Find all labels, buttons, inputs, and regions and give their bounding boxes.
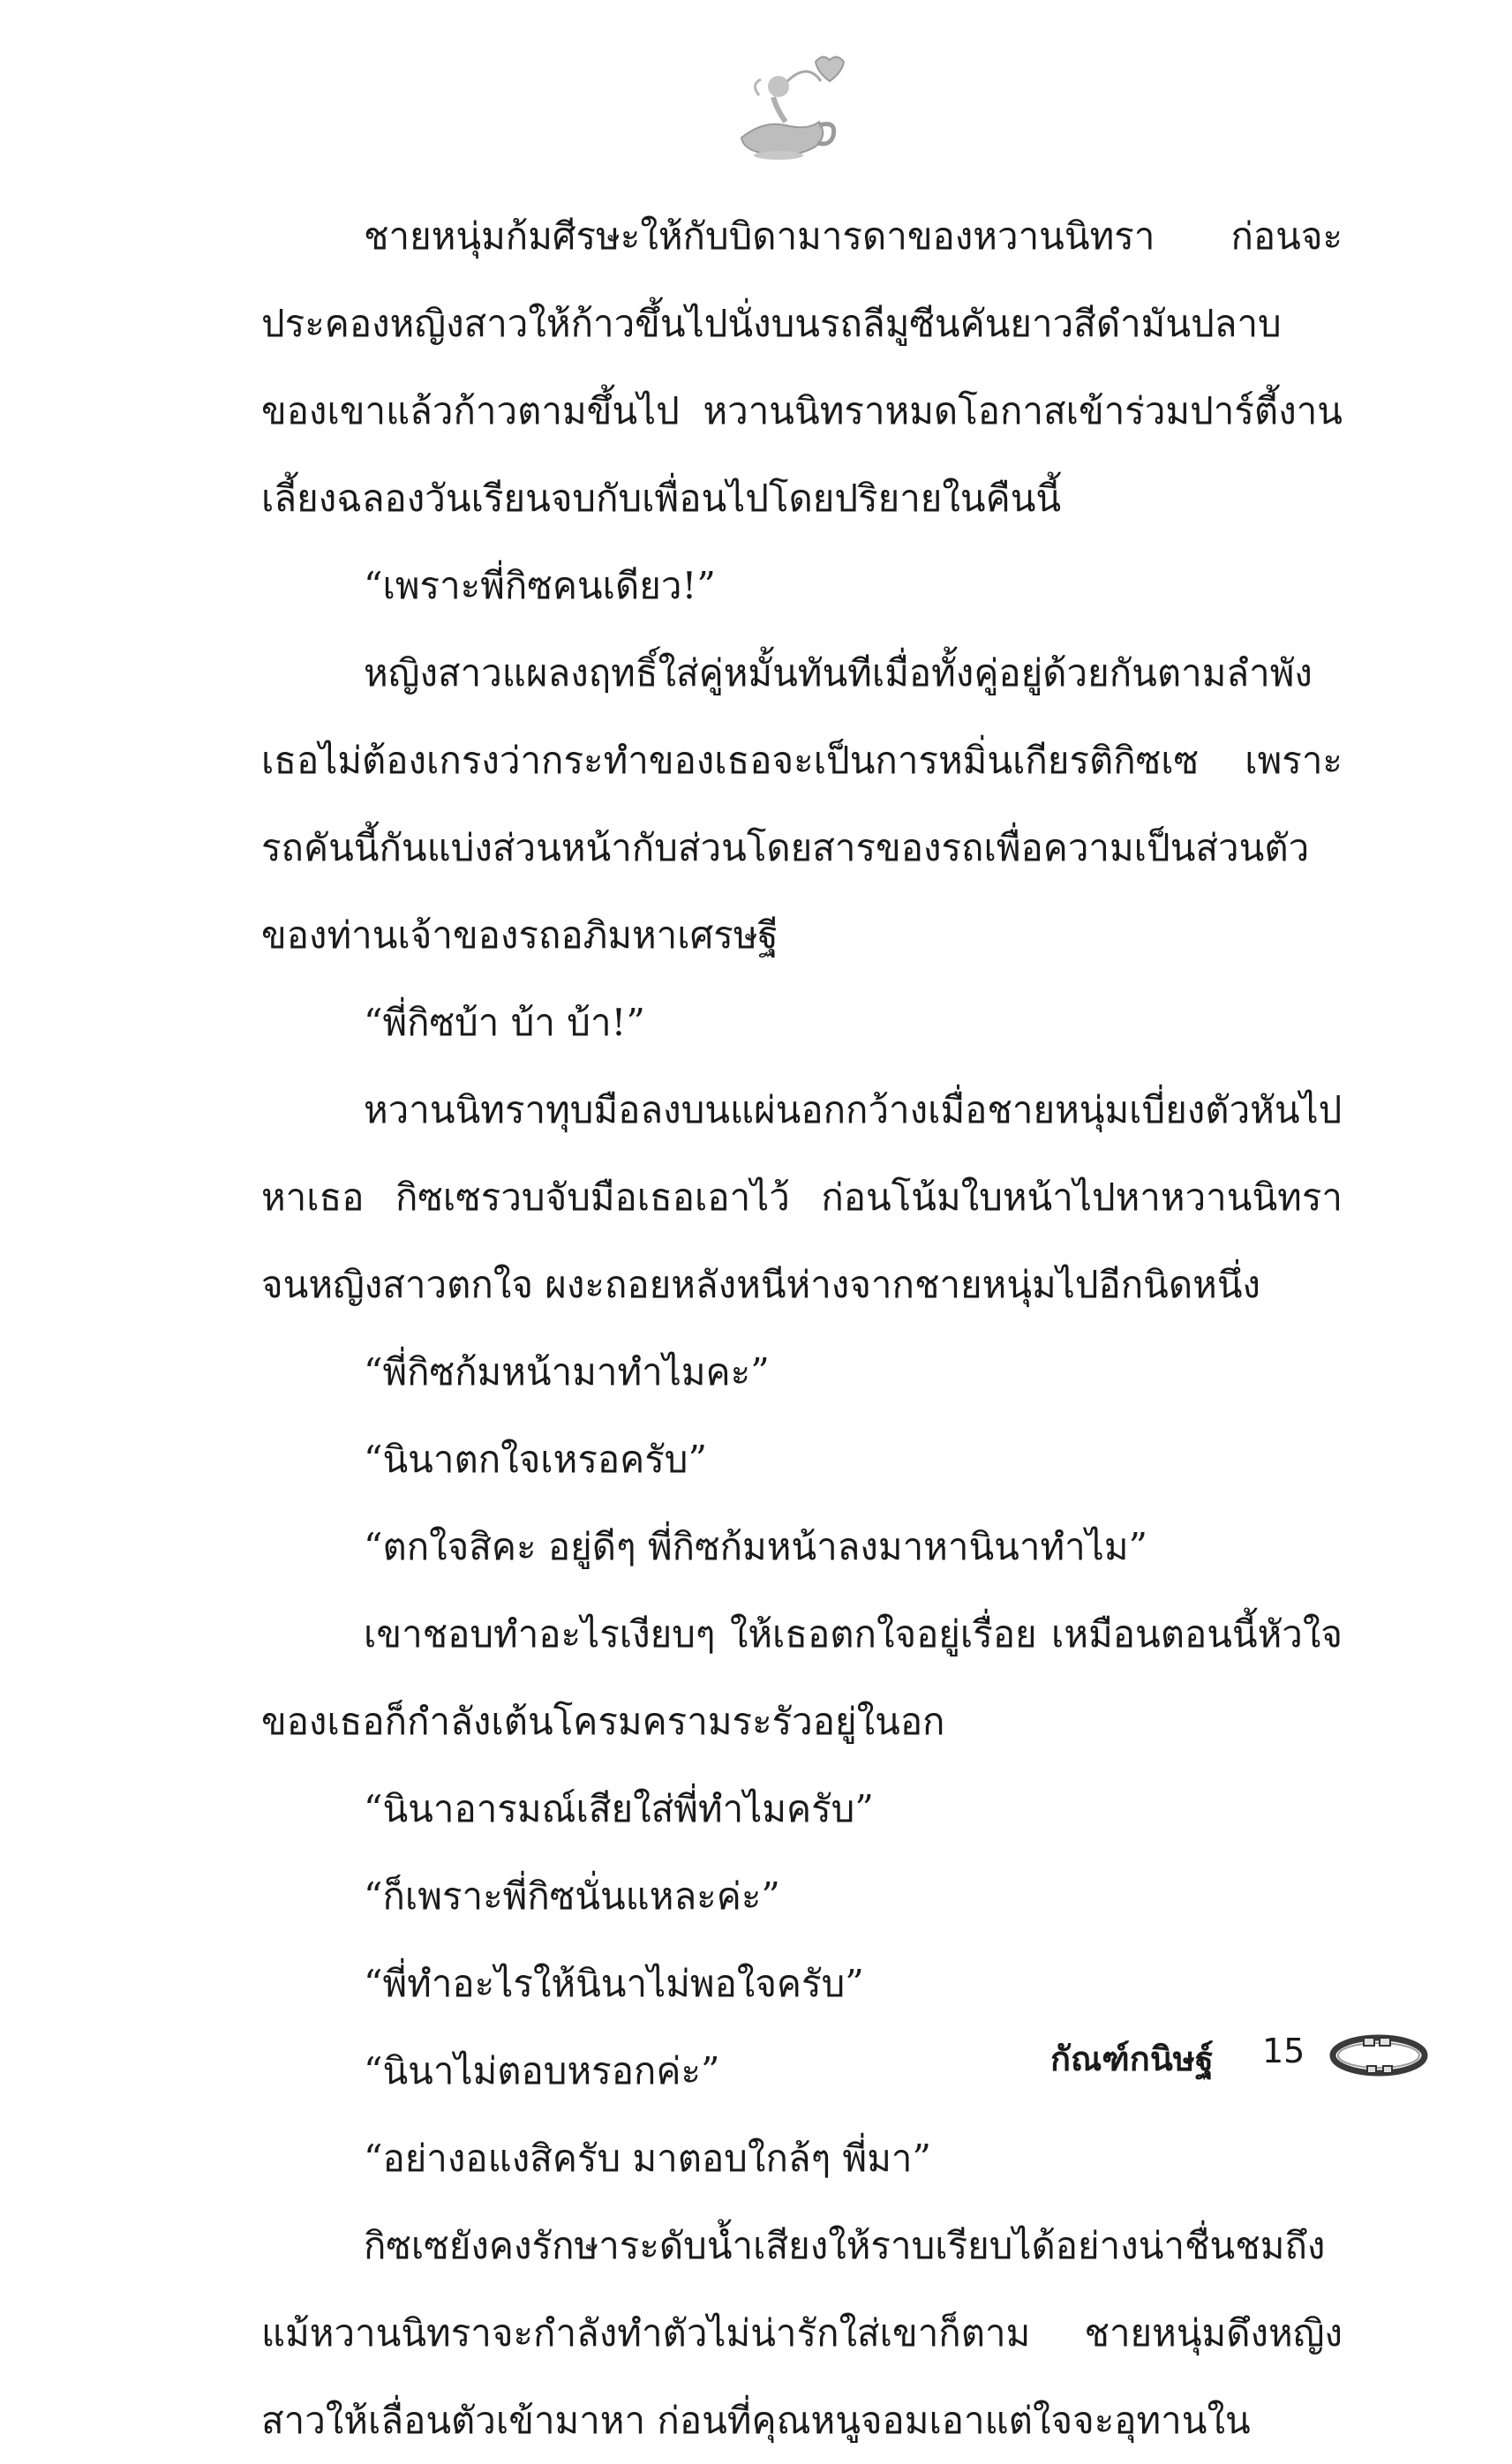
teapot-cupid-ornament-icon [724, 51, 856, 162]
bracelet-ornament-icon [1328, 2030, 1430, 2081]
dialogue-line: “อย่างอแงสิครับ มาตอบใกล้ๆ พี่มา” [364, 2137, 931, 2180]
page-number: 15 [1262, 2032, 1305, 2070]
paragraph: กิซเซยังคงรักษาระดับน้ำเสียงให้ราบเรียบได้อย่างน่าชื่นชมถึงแม้หวานนิทราจะกำลังทำตัวไม่น่ารักใส่เขาก็ตาม ชายหนุ่มดึงหญิงสาวให้เลื่อนตัวเข้ามาหา ก่อนที่คุณหนูจอมเอาแต่ใจจะอุทานใน [261, 2224, 1343, 2442]
dialogue-line: “นินาอารมณ์เสียใส่พี่ทำไมครับ” [364, 1787, 874, 1830]
dialogue-line: “ตกใจสิคะ อยู่ดีๆ พี่กิซก้มหน้าลงมาหานินาทำไม” [364, 1525, 1148, 1568]
paragraph: หวานนิทราทุบมือลงบนแผ่นอกกว้างเมื่อชายหนุ่มเบี่ยงตัวหันไปหาเธอ กิซเซรวบจับมือเธอเอาไว้ ก่อนโน้มใบหน้าไปหาหวานนิทราจนหญิงสาวตกใจ ผงะถอยหลังหนีห่างจากชายหนุ่มไปอีกนิดหนึ่ง [261, 1088, 1343, 1306]
dialogue-line: “นินาตกใจเหรอครับ” [364, 1438, 707, 1481]
dialogue-line: “พี่ทำอะไรให้นินาไม่พอใจครับ” [364, 1962, 864, 2005]
dialogue-line: “นินาไม่ตอบหรอกค่ะ” [364, 2049, 720, 2092]
dialogue-line: “พี่กิซก้มหน้ามาทำไมคะ” [364, 1350, 770, 1394]
page-footer [1050, 2030, 1430, 2083]
dialogue-line: “พี่กิซบ้า บ้า บ้า!” [364, 1001, 645, 1044]
dialogue-line: “เพราะพี่กิซคนเดียว!” [364, 564, 716, 607]
book-title: กัณฑ์กนิษฐ์ [1050, 2040, 1214, 2078]
paragraph: เขาชอบทำอะไรเงียบๆ ให้เธอตกใจอยู่เรื่อย เหมือนตอนนี้หัวใจของเธอก็กำลังเต้นโครมครามระรัวอยู่ในอก [261, 1612, 1343, 1743]
dialogue-line: “ก็เพราะพี่กิซนั่นแหละค่ะ” [364, 1874, 780, 1918]
body-text [261, 192, 1343, 2464]
paragraph: หญิงสาวแผลงฤทธิ์ใส่คู่หมั้นทันทีเมื่อทั้งคู่อยู่ด้วยกันตามลำพัง เธอไม่ต้องเกรงว่ากระทำของเธอจะเป็นการหมิ่นเกียรติกิซเซ เพราะรถคันนี้กันแบ่งส่วนหน้ากับส่วนโดยสารของรถเพื่อความเป็นส่วนตัวของท่านเจ้าของรถอภิมหาเศรษฐี [261, 651, 1343, 957]
paragraph: ชายหนุ่มก้มศีรษะให้กับบิดามารดาของหวานนิทรา ก่อนจะประคองหญิงสาวให้ก้าวขึ้นไปนั่งบนรถลีมูซีนคันยาวสีดำมันปลาบของเขาแล้วก้าวตามขึ้นไป หวานนิทราหมดโอกาสเข้าร่วมปาร์ตี้งานเลี้ยงฉลองวันเรียนจบกับเพื่อนไปโดยปริยายในคืนนี้ [261, 214, 1343, 520]
